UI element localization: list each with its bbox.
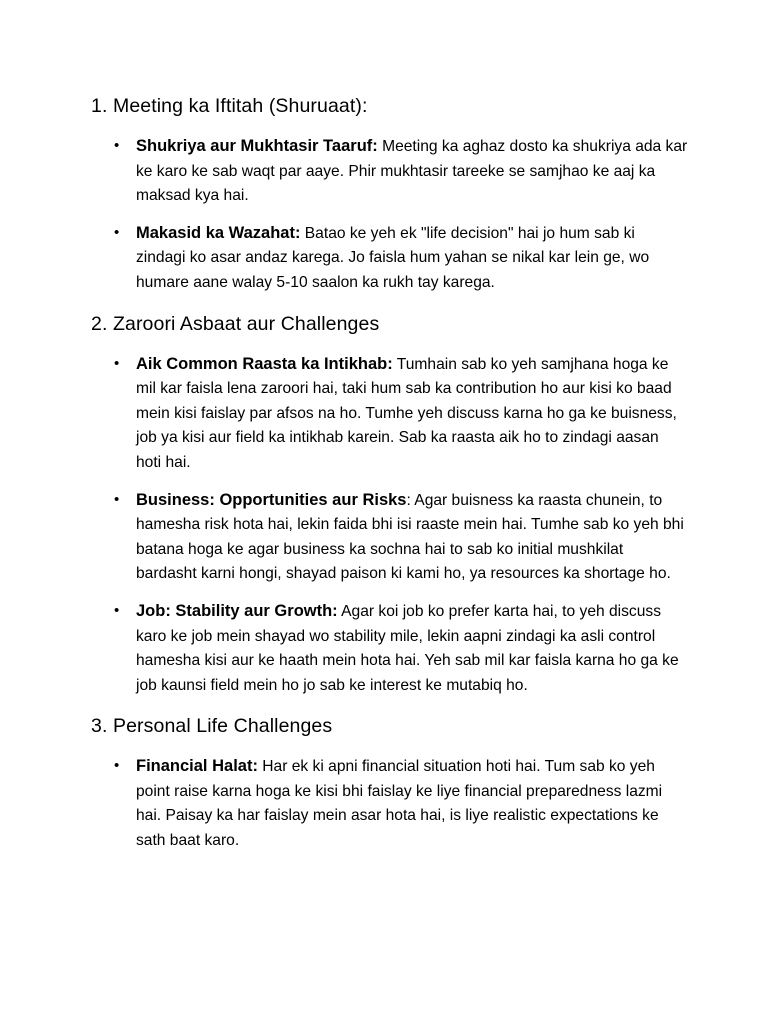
section-heading: [91, 92, 688, 120]
list-item: [91, 754, 688, 853]
item-body: : Agar buisness ka raasta chunein, to hamesha risk hota hai, lekin faida bhi isi raaste mein hai. Tumhe sab ko yeh bhi batana hoga ke agar business ka sochna hai to sab ko initial mushkilat bardasht karni hongi, shayad paison ki kami ho, ya resources ka shortage ho.: [136, 491, 684, 583]
item-title: Shukriya aur Mukhtasir Taaruf:: [136, 137, 378, 155]
section-number: 2.: [91, 312, 108, 335]
list-item: [91, 221, 688, 296]
section-title: Personal Life Challenges: [113, 715, 333, 738]
item-body: Har ek ki apni financial situation hoti hai. Tum sab ko yeh point raise karna hoga ke kisi bhi faislay ke liye financial preparedness lazmi hai. Paisay ka har faislay mein asar hota hai, is liye realistic expectations ke sath baat karo.: [136, 758, 663, 850]
section-heading: [91, 310, 688, 338]
section-heading: [91, 712, 688, 740]
bullet-icon: •: [114, 354, 120, 372]
item-title: Aik Common Raasta ka Intikhab:: [136, 354, 393, 373]
item-body: Batao ke yeh ek "life decision" hai jo hum sab ki zindagi ko asar andaz karega. Jo faisla hum yahan se nikal kar lein ge, wo humare aane walay 5-10 saalon ka rukh tay karega.: [136, 224, 650, 291]
bullet-icon: •: [114, 757, 120, 775]
item-title: Financial Halat:: [136, 757, 258, 776]
bullet-list: [91, 754, 688, 853]
item-body: Agar koi job ko prefer karta hai, to yeh discuss karo ke job mein shayad wo stability mile, lekin aapni zindagi ka asli control hamesha kisi aur ke haath mein hota hai. Yeh sab mil kar faisla karna ho ga ke job kaunsi field mein ho jo sab ke interest ke mutabiq ho.: [136, 602, 679, 694]
bullet-icon: •: [114, 490, 120, 508]
item-body: Meeting ka aghaz dosto ka shukriya ada kar ke karo ke sab waqt par aaye. Phir mukhtasir tareeke se samjhao ke aaj ka maksad kya hai.: [136, 138, 688, 205]
bullet-icon: •: [114, 601, 120, 619]
bullet-icon: •: [114, 137, 120, 154]
item-title: Business: Opportunities aur Risks: [136, 490, 407, 509]
list-item: [91, 488, 688, 587]
item-title: Makasid ka Wazahat:: [136, 223, 301, 242]
list-item: [91, 599, 688, 698]
bullet-list: [91, 134, 688, 296]
section-title: Meeting ka Iftitah (Shuruaat):: [113, 95, 368, 117]
item-title: Job: Stability aur Growth:: [136, 601, 338, 620]
section-number: 3.: [91, 715, 108, 738]
section-number: 1.: [91, 95, 108, 117]
list-item: [91, 352, 688, 476]
item-body: Tumhain sab ko yeh samjhana hoga ke mil kar faisla lena zaroori hai, taki hum sab ka contribution ho aur kisi ko baad mein kisi faislay par afsos na ho. Tumhe yeh discuss karna ho ga ke buisness, job ya kisi aur field ka intikhab karein. Sab ka raasta aik ho to zindagi aasan hoti hai.: [136, 355, 677, 471]
section-title: Zaroori Asbaat aur Challenges: [113, 312, 380, 335]
list-item: [91, 134, 688, 209]
bullet-icon: •: [114, 223, 120, 241]
bullet-list: [91, 352, 688, 699]
